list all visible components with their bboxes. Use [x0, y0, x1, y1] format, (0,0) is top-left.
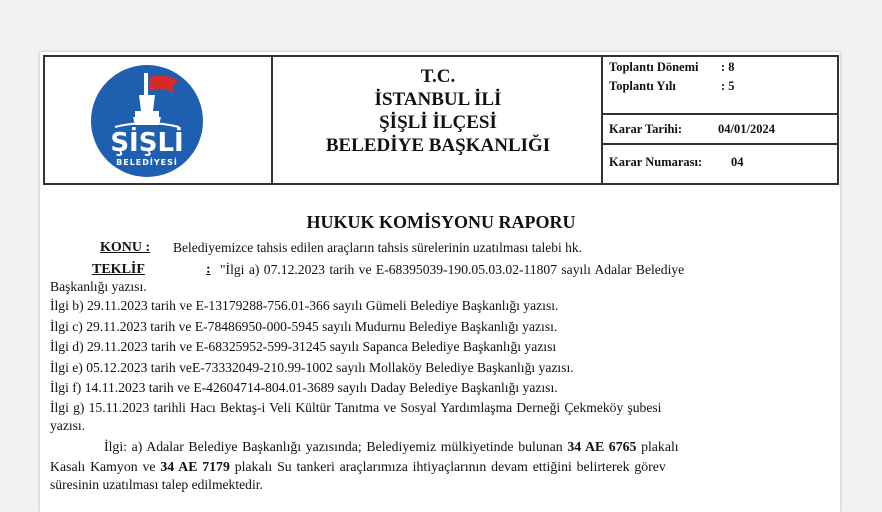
title-line-2: İSTANBUL İLİ: [374, 89, 502, 110]
ilgi-c: İlgi c) 29.11.2023 tarih ve E-78486950-000-5945 sayılı Mudurnu Belediye Başkanlığı yazısı.: [50, 319, 558, 334]
para1-a: İlgi: a) Adalar Belediye Başkanlığı yazısında; Belediyemiz mülkiyetinde bulunan: [104, 439, 563, 454]
teklif-label: TEKLİF: [92, 262, 145, 277]
institution-title: [273, 65, 603, 157]
toplanti-yili-value: : 5: [721, 79, 735, 93]
ilgi-g: İlgi g) 15.11.2023 tarihli Hacı Bektaş-i Veli Kültür Tanıtma ve Sosyal Yardımlaşma Derneği Çekmeköy şubesi: [50, 400, 662, 415]
ilgi-f: İlgi f) 14.11.2023 tarih ve E-42604714-804.01-3689 sayılı Daday Belediye Başkanlığı yazısı.: [50, 380, 558, 395]
teklif-cont: Başkanlığı yazısı.: [50, 279, 147, 294]
plate-2: 34 AE 7179: [160, 459, 230, 474]
decision-date-row: [603, 115, 837, 145]
ilgi-d: İlgi d) 29.11.2023 tarih ve E-68325952-599-31245 sayılı Sapanca Belediye Başkanlığı yazısı: [50, 339, 557, 354]
title-line-4: BELEDİYE BAŞKANLIĞI: [325, 135, 551, 156]
sisli-logo: [89, 63, 205, 179]
sisli-logo-icon: [89, 63, 205, 179]
meeting-info-row: [603, 57, 837, 115]
teklif-text: "İlgi a) 07.12.2023 tarih ve E-68395039-190.05.03.02-11807 sayılı Adalar Belediye: [220, 262, 685, 277]
plate-1: 34 AE 6765: [567, 439, 637, 454]
meta-cell: [603, 57, 837, 183]
paragraph-line-2: [50, 459, 666, 475]
title-line-1: T.C.: [420, 66, 456, 87]
title-line-3: ŞİŞLİ İLÇESİ: [379, 112, 497, 133]
para2-b: plakalı Su tankeri araçlarımıza ihtiyaçlarının devam ettiğini belirterek görev: [234, 459, 666, 474]
header-table: [43, 55, 839, 185]
teklif-colon: :: [206, 262, 211, 277]
konu-label: KONU :: [100, 240, 151, 255]
konu-text: Belediyemizce tahsis edilen araçların tahsis sürelerinin uzatılması talebi hk.: [173, 240, 582, 255]
toplanti-donemi-label: Toplantı Dönemi: [609, 60, 699, 74]
title-cell: [273, 57, 603, 183]
ilgi-b: İlgi b) 29.11.2023 tarih ve E-13179288-756.01-366 sayılı Gümeli Belediye Başkanlığı yazısı.: [50, 298, 559, 313]
toplanti-yili-label: Toplantı Yılı: [609, 79, 676, 93]
ilgi-e: İlgi e) 05.12.2023 tarih veE-73332049-210.99-1002 sayılı Mollaköy Belediye Başkanlığı yazısı.: [50, 360, 574, 375]
toplanti-donemi-value: : 8: [721, 60, 735, 74]
paragraph-line-1: [104, 439, 679, 455]
karar-numarasi-label: Karar Numarası:: [609, 155, 703, 169]
logo-text: ŞİŞLİ: [110, 128, 184, 158]
decision-number-row: [603, 145, 837, 183]
karar-tarihi-value: 04/01/2024: [718, 122, 775, 136]
para1-b: plakalı: [641, 439, 679, 454]
karar-numarasi-value: 04: [731, 155, 744, 169]
logo-subtext: BELEDİYESİ: [116, 158, 178, 167]
logo-cell: [45, 57, 273, 183]
paragraph-line-3: süresinin uzatılması talep edilmektedir.: [50, 477, 263, 492]
karar-tarihi-label: Karar Tarihi:: [609, 122, 683, 136]
para2-a: Kasalı Kamyon ve: [50, 459, 156, 474]
ilgi-g-cont: yazısı.: [50, 418, 86, 433]
report-heading: HUKUK KOMİSYONU RAPORU: [306, 212, 576, 232]
